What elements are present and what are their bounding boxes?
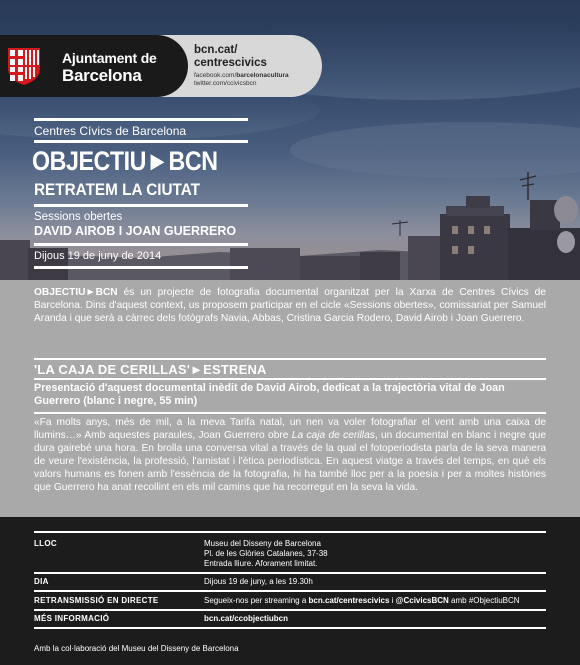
info-rule-3 [34,590,546,592]
section-rule-mid [34,378,546,380]
page-subtitle: RETRATEM LA CIUTAT [34,180,201,199]
photographer-names: DAVID AIROB I JOAN GUERRERO [34,224,237,238]
brand-website-link[interactable] [194,44,267,70]
twitter-link[interactable]: twitter.com/ccivicsbcn [194,80,257,87]
info-rule-5 [34,627,546,629]
series-name: Centres Cívics de Barcelona [34,124,187,138]
brand-url-line2: centrescivics [194,57,267,69]
sessions-label: Sessions obertes [34,211,123,223]
barcelona-coat-of-arms-icon [6,46,42,86]
brand-social-links [194,72,289,88]
hero-photo [0,0,580,280]
brand-url-line1: bcn.cat/ [194,44,238,56]
brand-banner [0,35,322,97]
page-title: OBJECTIU►BCN [32,146,218,176]
stream-value: Segueix-nos per streaming a bcn.cat/centrescivics i @CcivicsBCN amb #ObjectiuBCN [204,596,520,605]
event-date: Dijous 19 de juny de 2014 [34,250,162,262]
section-title: 'LA CAJA DE CERILLAS'►ESTRENA [34,362,267,377]
stream-url-link[interactable]: bcn.cat/centrescivics [308,596,390,605]
info-rule-2 [34,572,546,574]
info-rule-4 [34,609,546,611]
more-info-link[interactable]: bcn.cat/ccobjectiubcn [204,614,289,623]
place-value: Museu del Disseny de Barcelona Pl. de les Glòries Catalanes, 37-38 Entrada lliure. Aforament limitat. [204,539,328,568]
title-rule-2 [34,140,248,143]
brand-name-line1: Ajuntament de [62,50,157,66]
section-lead: Presentació d'aquest documental inèdit de David Airob, dedicat a la trajectòria vital de Joan Guerrero (blanc i negre, 55 min) [34,382,505,407]
title-rule-4 [34,243,248,246]
brand-name-line2: Barcelona [62,66,142,85]
intro-paragraph: OBJECTIU►BCN és un projecte de fotografia documental organitzat per la Xarxa de Centres Cívics de Barcelona. Dins d'aquest context, us proposem participar en el cicle «Sessions obertes», comissariat per Samuel Aranda i que serà a càrrec dels fotògrafs Navia, Abbas, Cristina Garcia Rodero, David Airob i Joan Guerrero. [34,287,546,324]
title-rule-3 [34,204,248,207]
place-label: LLOC [34,539,57,548]
description-section [0,280,580,517]
facebook-link[interactable]: facebook.com/barcelonacultura [194,72,289,79]
collaboration-credit: Amb la col·laboració del Museu del Disseny de Barcelona [34,644,239,653]
info-rule-1 [34,531,546,533]
section-body: «Fa molts anys, més de mil, a la meva Tarifa natal, un nen va voler fotografiar el vent amb una caixa de llumins…» Amb aquestes paraules, Joan Guerrero obre La caja de cerillas, un documental en blanc i negre que dura gairebé una hora. En brolla una conversa vital a través de la qual el fotoperiodista parla de la seva manera de veure l'existència, la professió, l'amistat i l'ètica periodística. En aquest viatge a través del temps, en què els valors humans es fonen amb l'essència de la fotografia, hi ha també lloc per a la poesia i per a moltes històries que Guerrero ha anat recollint en els mil camins que ha recorregut en la seva la vida. [34,417,547,493]
title-rule-bottom [34,266,248,269]
more-info-label: MÉS INFORMACIÓ [34,614,110,623]
brand-logo-block [0,35,188,97]
day-label: DIA [34,577,49,586]
section-rule-top [34,358,546,360]
hashtag: #ObjectiuBCN [468,596,520,605]
section-rule-lower [34,412,546,414]
twitter-handle-link[interactable]: @CcivicsBCN [395,596,449,605]
title-rule-top [34,118,248,121]
stream-label: RETRANSMISSIÓ EN DIRECTE [34,596,159,605]
day-value: Dijous 19 de juny, a les 19.30h [204,577,313,586]
event-info [0,517,580,665]
